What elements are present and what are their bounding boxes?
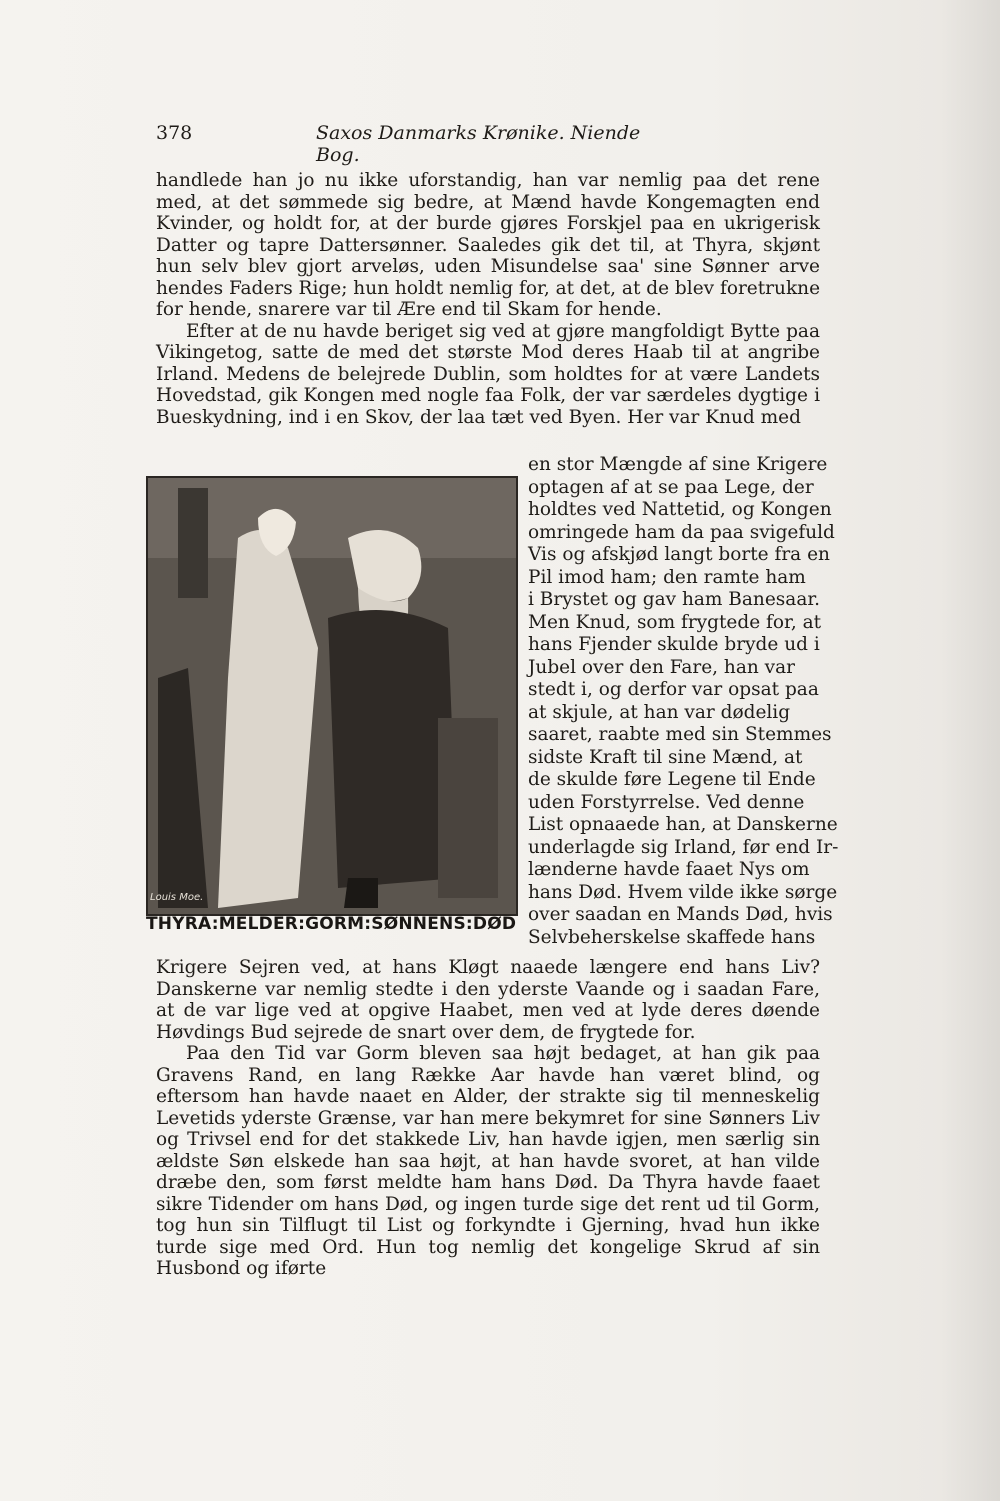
gorm-boot [344, 878, 378, 908]
text-line: hans Fjender skulde bryde ud i [528, 634, 820, 655]
paragraph: Efter at de nu havde beriget sig ved at gjøre mangfoldigt Bytte paa Vikingetog, satte de med det største Mod deres Haab til at angribe Irland. Medens de belejrede Dublin, som holdtes for at være Landets Hovedstad, gik Kongen med nogle faa Folk, der var særdeles dygtige i Bueskydning, ind i en Skov, der laa tæt ved Byen. Her var Knud med [156, 320, 820, 428]
text-line: hans Død. Hvem vilde ikke sørge [528, 881, 838, 903]
illustration-window [178, 488, 208, 598]
text-line: at skjule, at han var dødelig [528, 701, 791, 723]
body-text-side [528, 454, 839, 949]
text-line: sidste Kraft til sine Mænd, at [528, 746, 803, 768]
text-line: Selvbeherskelse skaffede hans [528, 926, 816, 948]
text-line: i Brystet og gav ham Banesaar. [528, 589, 821, 610]
paragraph: handlede han jo nu ikke uforstandig, han var nemlig paa det rene med, at det sømmede sig bedre, at Mænd havde Kongemagten end Kvinder, og holdt for, at der burde gjøres Forskjel paa en ukrigerisk Datter og tapre Dattersønner. Saaledes gik det til, at Thyra, skjønt hun selv blev gjort arveløs, uden Misundelse saa' sine Sønner arve hendes Faders Rige; hun holdt nemlig for, at det, at de blev foretrukne for hende, snarere var til Ære end til Skam for hende. [156, 170, 821, 320]
text-line: Pil imod ham; den ramte ham [528, 566, 806, 588]
text-line: optagen af at se paa Lege, der [528, 476, 814, 498]
text-line: saaret, raabte med sin Stemmes [528, 724, 832, 745]
figure-caption: THYRA:MELDER:GORM:SØNNENS:DØD [146, 914, 517, 934]
text-line: Jubel over den Fare, han var [528, 656, 795, 678]
text-line: Vis og afskjød langt borte fra en [528, 544, 830, 565]
text-line: omringede ham da paa svigefuld [528, 521, 835, 543]
paragraph: Krigere Sejren ved, at hans Kløgt naaede længere end hans Liv? Danskerne var nemlig stedte i den yderste Vaande og i saadan Fare, at de var lige ved at opgive Haabet, men ved at lyde deres døende Høvdings Bud sejrede de snart over dem, de frygtede for. [156, 957, 820, 1043]
page-number: 378 [156, 122, 193, 144]
body-text-bottom [156, 957, 820, 1280]
text-line: underlagde sig Irland, før end Ir- [528, 836, 839, 858]
artist-signature: Louis Moe. [150, 892, 204, 903]
text-line: List opnaaede han, at Danskerne [528, 814, 838, 835]
text-line: uden Forstyrrelse. Ved denne [528, 791, 805, 813]
page-header [156, 122, 686, 166]
text-line: holdtes ved Nattetid, og Kongen [528, 499, 832, 520]
text-line: Men Knud, som frygtede for, at [528, 611, 822, 633]
text-line: over saadan en Mands Død, hvis [528, 904, 833, 925]
illustration-thyra-gorm [146, 476, 518, 916]
body-text-top [156, 170, 820, 428]
text-line: en stor Mængde af sine Krigere [528, 454, 828, 475]
page-edge-shadow [940, 0, 1000, 1501]
running-title: Saxos Danmarks Krønike. Niende Bog. [316, 122, 641, 166]
text-line: de skulde føre Legene til Ende [528, 769, 816, 790]
text-line: lænderne havde faaet Nys om [528, 859, 810, 880]
text-line: stedt i, og derfor var opsat paa [528, 679, 819, 700]
illustration-figure [146, 476, 518, 946]
illustration-chest [438, 718, 498, 898]
paragraph: Paa den Tid var Gorm bleven saa højt bedaget, at han gik paa Gravens Rand, en lang Række Aar havde han været blind, og eftersom han havde naaet en Alder, der strakte sig til menneskelig Levetids yderste Grænse, var han mere bekymret for sine Sønners Liv og Trivsel end for det stakkede Liv, han havde igjen, men særlig sin ældste Søn elskede han saa højt, at han havde svoret, at han vilde dræbe den, som først meldte ham hans Død. Da Thyra havde faaet sikre Tidender om hans Død, og ingen turde sige det rent ud til Gorm, tog hun sin Tilflugt til List og forkyndte i Gjerning, hvad hun ikke turde sige med Ord. Hun tog nemlig det kongelige Skrud af sin Husbond og iførte [156, 1043, 820, 1279]
